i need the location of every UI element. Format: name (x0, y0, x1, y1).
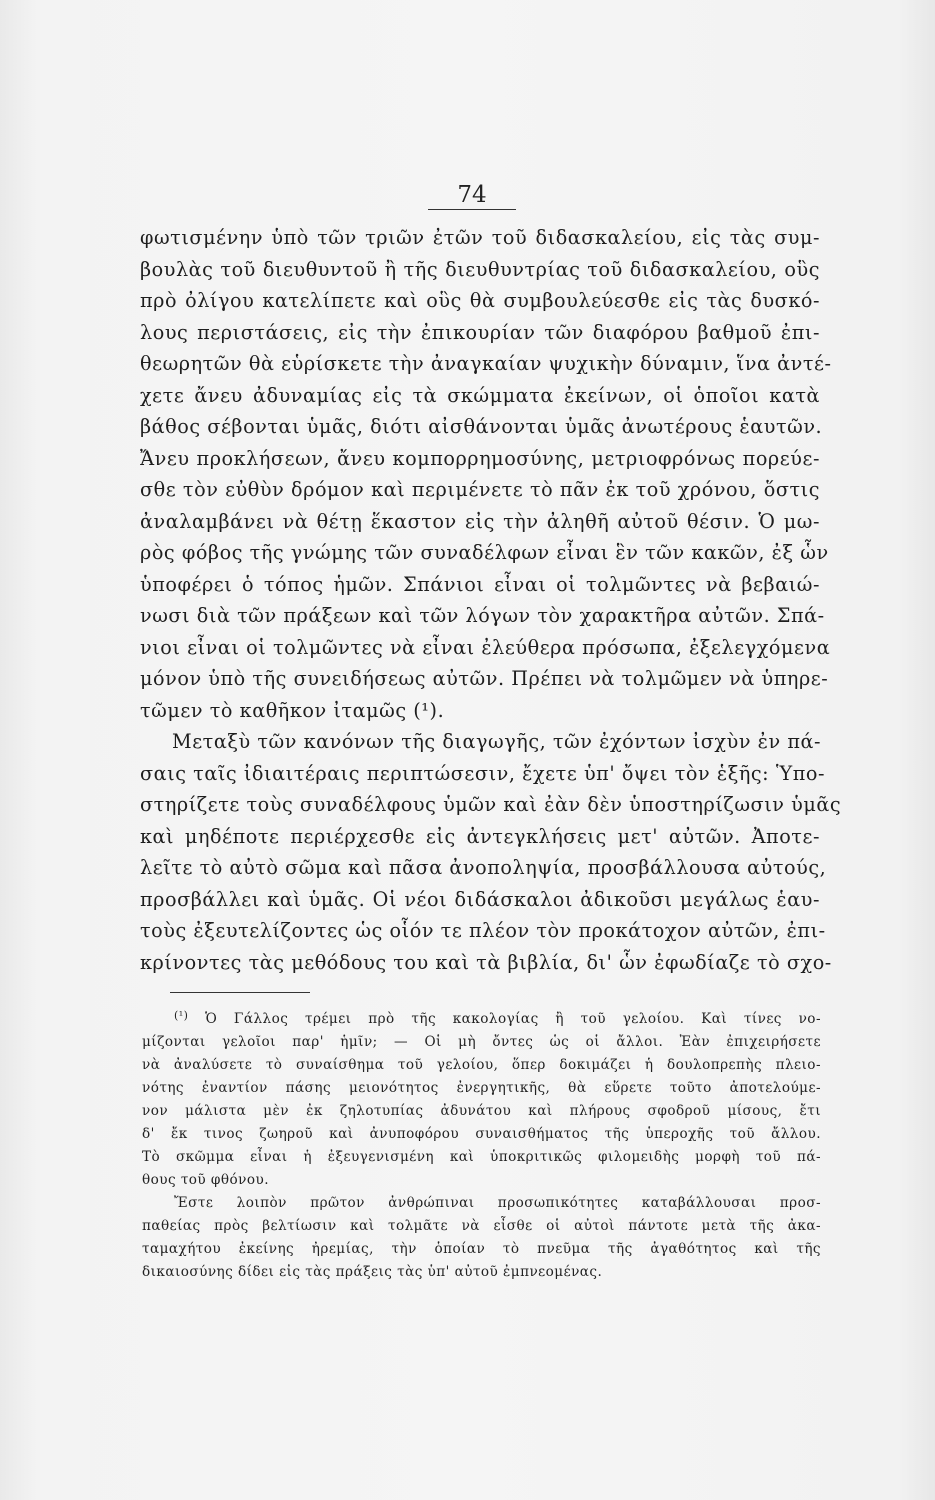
footnote-line: νὰ ἀναλύσετε τὸ συναίσθημα τοῦ γελοίου, ὅπερ δοκιμάζει ἡ δουλοπρεπὴς πλειο- (142, 1057, 821, 1073)
page-number-rule (428, 209, 516, 210)
text-line: τοὺς ἐξευτελίζοντες ὡς οἷόν τε πλέον τὸν προκάτοχον αὐτῶν, ἐπι- (140, 919, 826, 942)
text-line: ἀναλαμβάνει νὰ θέτῃ ἕκαστον εἰς τὴν ἀληθῆ αὐτοῦ θέσιν. Ὁ μω- (140, 509, 820, 533)
text-line: φωτισμένην ὑπὸ τῶν τριῶν ἐτῶν τοῦ διδασκαλείου, εἰς τὰς συμ- (140, 226, 820, 249)
footnote-line (142, 1008, 821, 1031)
text-line: Μεταξὺ τῶν κανόνων τῆς διαγωγῆς, τῶν ἐχόντων ἰσχὺν ἐν πά- (172, 730, 822, 753)
page-number: 74 (457, 182, 487, 208)
footnote-line: θους τοῦ φθόνου. (142, 1172, 269, 1188)
text-line: πρὸ ὀλίγου κατελίπετε καὶ οὓς θὰ συμβουλεύεσθε εἰς τὰς δυσκό- (140, 289, 820, 312)
footnotes (142, 1008, 821, 1284)
text-line: θεωρητῶν θὰ εὑρίσκετε τὴν ἀναγκαίαν ψυχικὴν δύναμιν, ἵνα ἀντέ- (140, 352, 832, 375)
footnote-line: Ἔστε λοιπὸν πρῶτον ἀνθρώπιναι προσωπικότητες καταβάλλουσαι προσ- (174, 1195, 821, 1211)
footnote-line: μίζονται γελοῖοι παρ' ἡμῖν; — Οἱ μὴ ὄντες ὡς οἱ ἄλλοι. Ἐὰν ἐπιχειρήσετε (142, 1034, 821, 1050)
text-line: νιοι εἶναι οἱ τολμῶντες νὰ εἶναι ἐλεύθερα πρόσωπα, ἐξελεγχόμενα (140, 635, 831, 659)
text-line: χετε ἄνευ ἀδυναμίας εἰς τὰ σκώμματα ἐκείνων, οἱ ὁποῖοι κατὰ (140, 383, 820, 407)
footnote-rule (170, 992, 310, 993)
text-line: κρίνοντες τὰς μεθόδους του καὶ τὰ βιβλία, δι' ὧν ἐφωδίαζε τὸ σχο- (140, 950, 832, 974)
footnote-line: νον μάλιστα μὲν ἐκ ζηλοτυπίας ἀδυνάτου καὶ πλήρους σφοδροῦ μίσους, ἔτι (142, 1103, 821, 1119)
footnote-line: Τὸ σκῶμμα εἶναι ἡ ἐξευγενισμένη καὶ ὑποκριτικῶς φιλομειδὴς μορφὴ τοῦ πά- (142, 1149, 821, 1165)
footnote-line: δικαιοσύνης δίδει εἰς τὰς πράξεις τὰς ὑπ' αὐτοῦ ἐμπνεομένας. (142, 1264, 603, 1280)
text-line: βουλὰς τοῦ διευθυντοῦ ἢ τῆς διευθυντρίας τοῦ διδασκαλείου, οὓς (140, 257, 820, 281)
text-line: καὶ μηδέποτε περιέρχεσθε εἰς ἀντεγκλήσεις μετ' αὐτῶν. Ἀποτε- (140, 824, 820, 848)
text-line: ρὸς φόβος τῆς γνώμης τῶν συναδέλφων εἶναι ἓν τῶν κακῶν, ἐξ ὧν (140, 541, 829, 564)
text-line: στηρίζετε τοὺς συναδέλφους ὑμῶν καὶ ἐὰν δὲν ὑποστηρίζωσιν ὑμᾶς (140, 793, 842, 816)
footnote-text: Ὁ Γάλλος τρέμει πρὸ τῆς κακολογίας ἢ τοῦ γελοίου. Καὶ τίνες νο- (205, 1011, 821, 1027)
text-line: τῶμεν τὸ καθῆκον ἰταμῶς (¹). (140, 698, 445, 722)
text-line: λεῖτε τὸ αὐτὸ σῶμα καὶ πᾶσα ἀνοποληψία, προσβάλλουσα αὐτούς, (140, 856, 827, 879)
footnote-mark: (¹) (174, 1009, 189, 1022)
text-line: προσβάλλει καὶ ὑμᾶς. Οἱ νέοι διδάσκαλοι ἀδικοῦσι μεγάλως ἑαυ- (140, 887, 820, 911)
text-line: βάθος σέβονται ὑμᾶς, διότι αἰσθάνονται ὑμᾶς ἀνωτέρους ἑαυτῶν. (140, 415, 823, 438)
text-line: Ἄνευ προκλήσεων, ἄνευ κομπορρημοσύνης, μετριοφρόνως πορεύε- (140, 446, 820, 470)
footnote-line: παθείας πρὸς βελτίωσιν καὶ τολμᾶτε νὰ εἶσθε οἱ αὐτοὶ πάντοτε μετὰ τῆς ἀκα- (142, 1218, 821, 1234)
footnote-line: ταμαχήτου ἐκείνης ἠρεμίας, τὴν ὁποίαν τὸ πνεῦμα τῆς ἀγαθότητος καὶ τῆς (142, 1241, 821, 1257)
footnote-line: δ' ἔκ τινος ζωηροῦ καὶ ἀνυποφόρου συναισθήματος τῆς ὑπεροχῆς τοῦ ἄλλου. (142, 1126, 821, 1142)
footnote-line: νότης ἐναντίον πάσης μειονότητος ἐνεργητικῆς, θὰ εὕρετε τοῦτο ἀποτελούμε- (142, 1080, 821, 1096)
text-line: ὑποφέρει ὁ τόπος ἡμῶν. Σπάνιοι εἶναι οἱ τολμῶντες νὰ βεβαιώ- (140, 572, 820, 596)
text-line: μόνον ὑπὸ τῆς συνειδήσεως αὐτῶν. Πρέπει νὰ τολμῶμεν νὰ ὑπηρε- (140, 667, 829, 690)
text-line: νωσι διὰ τῶν πράξεων καὶ τῶν λόγων τὸν χαρακτῆρα αὐτῶν. Σπά- (140, 604, 825, 627)
text-line: σαις ταῖς ἰδιαιτέραις περιπτώσεσιν, ἔχετε ὑπ' ὄψει τὸν ἑξῆς: Ὑπο- (140, 761, 825, 785)
main-text (140, 222, 842, 978)
text-line: σθε τὸν εὐθὺν δρόμον καὶ περιμένετε τὸ πᾶν ἐκ τοῦ χρόνου, ὅστις (140, 478, 820, 501)
text-line: λους περιστάσεις, εἰς τὴν ἐπικουρίαν τῶν διαφόρου βαθμοῦ ἐπι- (140, 320, 820, 344)
